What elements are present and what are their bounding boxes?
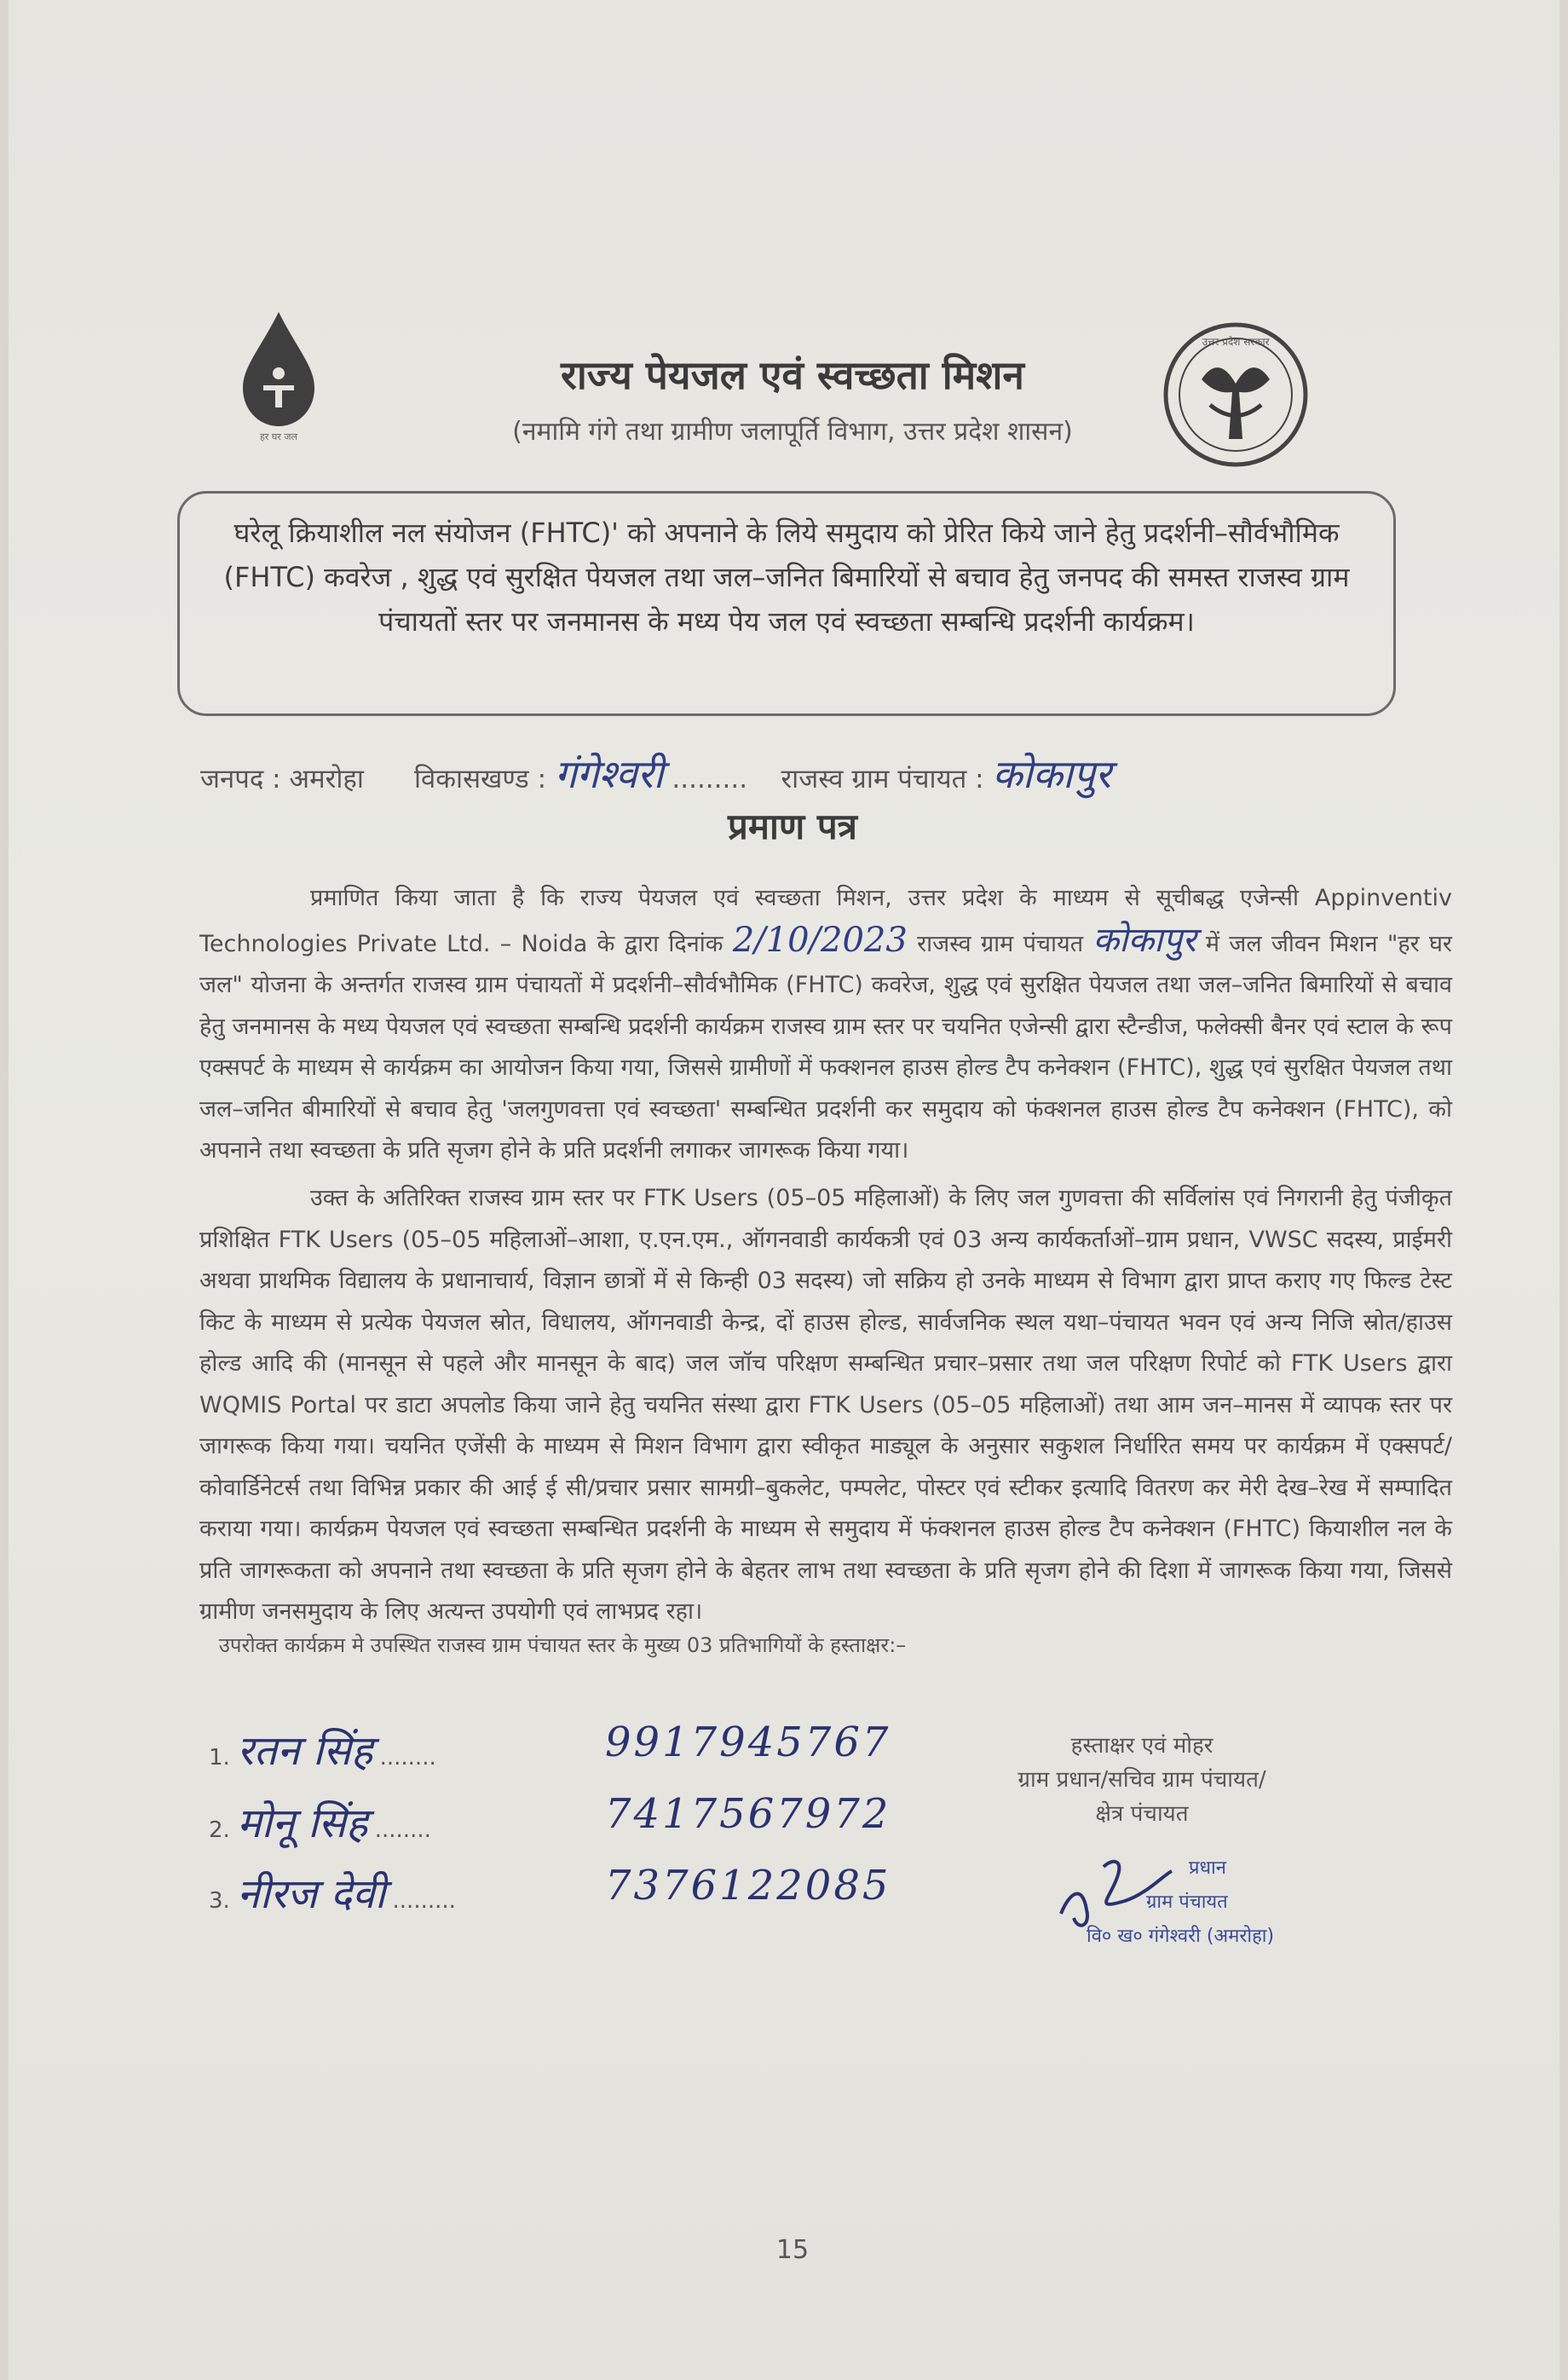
- panchayat-label: राजस्व ग्राम पंचायत :: [781, 764, 984, 794]
- document-subtitle: (नमामि गंगे तथा ग्रामीण जलापूर्ति विभाग, उत्तर प्रदेश शासन): [512, 417, 1073, 447]
- participant-number: 1.: [209, 1745, 230, 1771]
- program-description-box: घरेलू क्रियाशील नल संयोजन (FHTC)' को अपनाने के लिये समुदाय को प्रेरित किये जाने हेतु प्रदर्शनी–सौर्वभौमिक (FHTC) कवरेज , शुद्ध एवं सुरक्षित पेयजल तथा जल–जनित बिमारियों से बचाव हेतु जनपद की समस्त राजस्व ग्राम पंचायतों स्तर पर जनमानस के मध्य पेय जल एवं स्वच्छता सम्बन्धि प्रदर्शनी कार्यक्रम।: [177, 491, 1396, 716]
- attendance-note: उपरोक्त कार्यक्रम मे उपस्थित राजस्व ग्राम पंचायत स्तर के मुख्य 03 प्रतिभागियों के हस्ताक्षर:–: [218, 1633, 907, 1657]
- certificate-paragraph-2: उक्त के अतिरिक्त राजस्व ग्राम स्तर पर FTK Users (05–05 महिलाओं) के लिए जल गुणवत्ता की सर्विलांस एवं निगरानी हेतु पंजीकृत प्रशिक्षित FTK Users (05–05 महिलाओं–आशा, ए.एन.एम., ऑगनवाडी कार्यकत्री एवं 03 अन्य कार्यकर्ताओं–ग्राम प्रधान, VWSC सदस्य, प्राईमरी अथवा प्राथमिक विद्यालय के प्रधानाचार्य, विज्ञान छात्रों में से किन्ही 03 सदस्य) जो सक्रिय हो उनके माध्यम से विभाग द्वारा प्राप्त कराए गए फिल्ड टेस्ट किट के माध्यम से प्रत्येक पेयजल स्रोत, विधालय, ऑगनवाडी केन्द्र, दों हाउस होल्ड, सार्वजनिक स्थल यथा–पंचायत भवन एवं अन्य निजि स्रोत/हाउस होल्ड आदि की (मानसून से पहले और मानसून के बाद) जल जॉच परिक्षण सम्बन्धित प्रचार–प्रसार तथा जल परिक्षण रिपोर्ट को FTK Users द्वारा WQMIS Portal पर डाटा अपलोड किया जाने हेतु चयनित संस्था द्वारा FTK Users (05–05 महिलाओं) तथा आम जन–मानस में व्यापक स्तर पर जागरूक किया गया। चयनित एजेंसी के माध्यम से मिशन विभाग द्वारा स्वीकृत माड्यूल के अनुसार सकुशल निर्धारित समय पर कार्यक्रम में एक्सपर्ट/कोवार्डिनेटर्स तथा विभिन्न प्रकार की आई ई सी/प्रचार प्रसार सामग्री–बुकलेट, पम्पलेट, पोस्टर एवं स्टीकर इत्यादि वितरण कर मेरी देख–रेख में सम्पादित कराया गया। कार्यक्रम पेयजल एवं स्वच्छता सम्बन्धित प्रदर्शनी के माध्यम से समुदाय में फंक्शनल हाउस होल्ड टैप कनेक्शन (FHTC) कियाशील नल के प्रति जागरूकता को अपनाने तथा स्वच्छता के प्रति सृजग होने के बेहतर लाभ तथा स्वच्छता के प्रति सृजग होने की दिशा में जागरूक किया गया, जिससे ग्रामीण जनसमुदाय के लिए अत्यन्त उपयोगी एवं लाभप्रद रहा।: [199, 1185, 1452, 1625]
- document-page: [9, 0, 1559, 2380]
- signature-line-2: ग्राम प्रधान/सचिव ग्राम पंचायत/: [1017, 1767, 1266, 1793]
- svg-text:वि० ख० गंगेश्वरी (अमरोहा): वि० ख० गंगेश्वरी (अमरोहा): [1087, 1926, 1275, 1947]
- certificate-title: प्रमाण पत्र: [728, 806, 857, 847]
- document-title: राज्य पेयजल एवं स्वच्छता मिशन: [561, 352, 1024, 398]
- svg-text:ग्राम पंचायत: ग्राम पंचायत: [1146, 1892, 1228, 1913]
- page-number: 15: [775, 2235, 810, 2265]
- para1-text-a: प्रमाणित किया जाता है कि राज्य पेयजल एवं स्वच्छता मिशन, उत्तर प्रदेश के माध्यम से सूचीबद्ध एजेन्सी Appinventiv Technologies Private Ltd. – Noida के द्वारा दिनांक: [199, 885, 1452, 957]
- svg-text:उत्तर प्रदेश सरकार: उत्तर प्रदेश सरकार: [1202, 336, 1270, 348]
- signature-block: [954, 1729, 1329, 1831]
- para1-text-b: राजस्व ग्राम पंचायत: [917, 930, 1084, 957]
- block-value: गंगेश्वरी: [554, 751, 664, 797]
- participant-row: 1. रतन सिंह ........: [209, 1727, 436, 1775]
- participant-name: मोनू सिंह: [237, 1799, 368, 1847]
- district-label: जनपद : अमरोहा: [200, 764, 364, 794]
- participant-number: 3.: [209, 1888, 230, 1914]
- para1-text-c: में जल जीवन मिशन "हर घर जल" योजना के अन्तर्गत राजस्व ग्राम पंचायतों में प्रदर्शनी–सौर्वभौमिक (FHTC) कवरेज, शुद्ध एवं सुरक्षित पेयजल तथा जल–जनित बिमारियों से बचाव हेतु जनमानस के मध्य पेयजल एवं स्वच्छता सम्बन्धि प्रदर्शनी कार्यक्रम राजस्व ग्राम स्तर पर चयनित एजेन्सी द्वारा स्टैन्डीज, फलेक्सी बैनर एवं स्टाल के रूप एक्सपर्ट के माध्यम से कार्यक्रम का आयोजन किया गया, जिससे ग्रामीणों में फक्शनल हाउस होल्ड टैप कनेक्शन (FHTC), शुद्ध एवं सुरक्षित पेयजल तथा जल–जनित बीमारियों से बचाव हेतु 'जलगुणवत्ता एवं स्वच्छता' सम्बन्धित प्रदर्शनी कर समुदाय को फंक्शनल हाउस होल्ड टैप कनेक्शन (FHTC), को अपनाने तथा स्वच्छता के प्रति सृजग होने के प्रति प्रदर्शनी लगाकर जागरूक किया गया।: [199, 930, 1452, 1164]
- participant-phone: 9917945767: [605, 1719, 891, 1766]
- participant-row: 3. नीरज देवी .........: [209, 1870, 456, 1918]
- signature-line-3: क्षेत्र पंचायत: [1095, 1801, 1189, 1827]
- village-name: कोकापुर: [1092, 920, 1196, 960]
- participant-row: 2. मोनू सिंह ........: [209, 1799, 431, 1847]
- participant-name: नीरज देवी: [237, 1870, 386, 1918]
- block-label: विकासखण्ड :: [413, 764, 547, 794]
- signature-line-1: हस्ताक्षर एवं मोहर: [1070, 1733, 1213, 1759]
- panchayat-value: कोकापुर: [992, 751, 1111, 797]
- location-details: जनपद : अमरोहा विकासखण्ड : गंगेश्वरी ......... राजस्व ग्राम पंचायत : कोकापुर: [200, 751, 1111, 797]
- svg-text:हर घर जल: हर घर जल: [260, 431, 297, 442]
- participant-phone: 7376122085: [605, 1862, 891, 1909]
- svg-text:प्रधान: प्रधान: [1189, 1857, 1226, 1879]
- participant-phone: 7417567972: [605, 1790, 891, 1838]
- participant-name: रतन सिंह: [237, 1727, 373, 1775]
- event-date: 2/10/2023: [732, 920, 908, 960]
- certificate-paragraph-1: [199, 878, 1452, 1172]
- pradhan-stamp-signature: [1044, 1833, 1368, 1961]
- participant-number: 2.: [209, 1817, 230, 1843]
